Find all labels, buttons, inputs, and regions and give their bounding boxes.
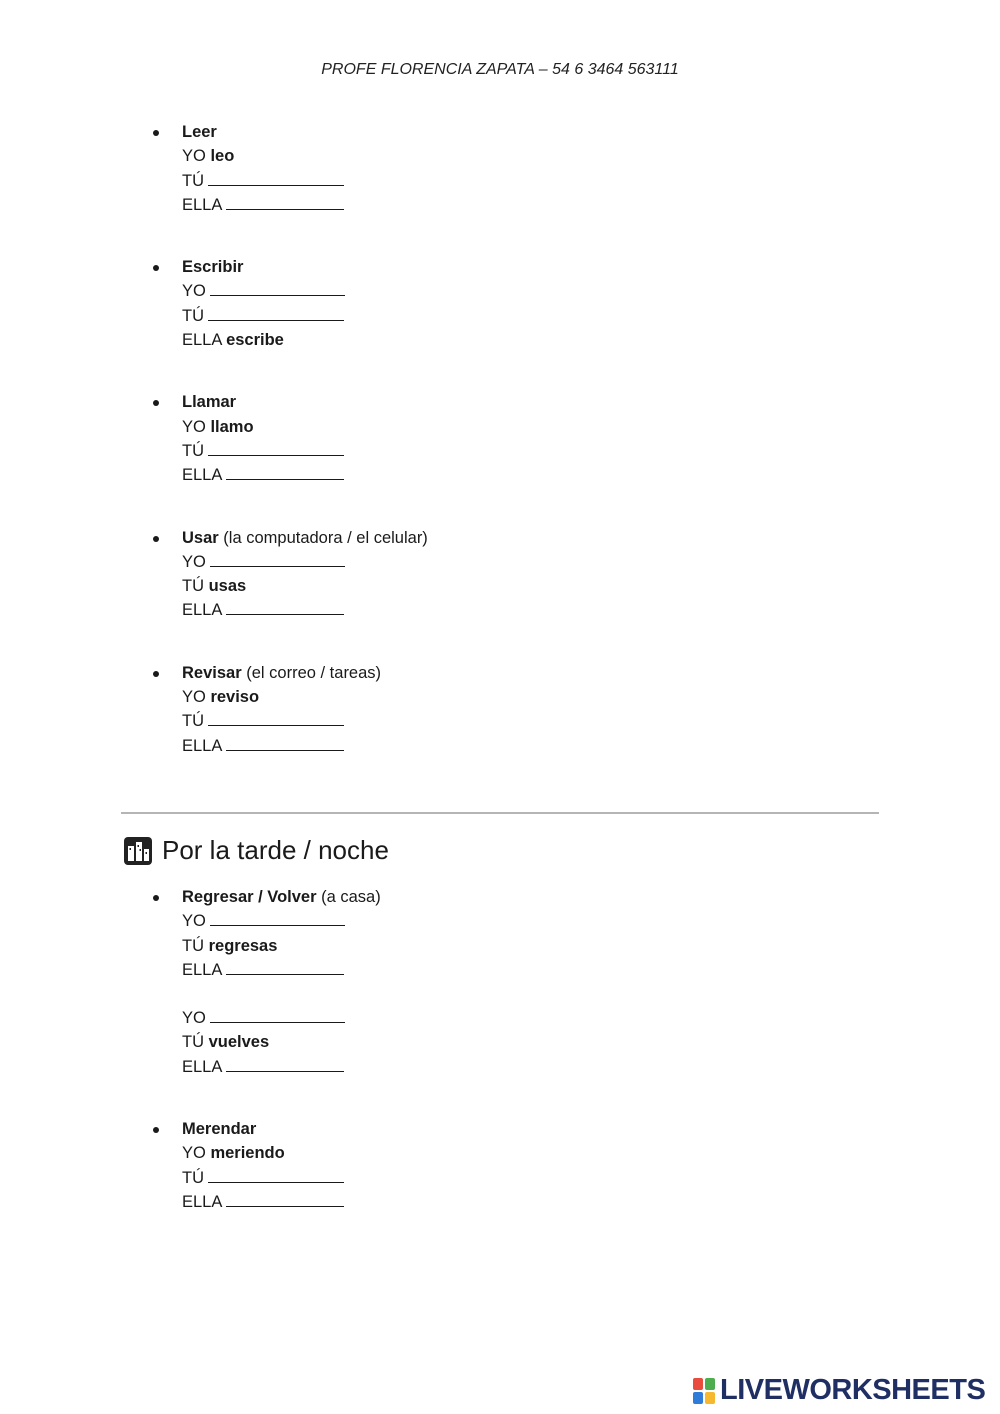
answer-blank[interactable] [226, 600, 344, 615]
conjugation-row [182, 169, 1000, 193]
verb-infinitive: Escribir [182, 258, 244, 277]
pronoun-label: ELLA [182, 601, 223, 620]
pronoun-label: ELLA [182, 960, 223, 979]
logo-text: LIVEWORKSHEETS [720, 1374, 986, 1406]
conjugation-row [182, 304, 1000, 328]
bullet-icon [153, 671, 159, 677]
pronoun-label: ELLA [182, 195, 223, 214]
conjugation-row [182, 1166, 1000, 1190]
conjugation-row [182, 685, 1000, 709]
verb-note: (a casa) [321, 888, 381, 906]
pronoun-label: TÚ [182, 1168, 204, 1187]
pronoun-label: YO [182, 1009, 206, 1028]
given-answer: meriendo [210, 1144, 285, 1163]
verb-item [182, 255, 1000, 352]
answer-blank[interactable] [208, 171, 344, 186]
conjugation-row [182, 550, 1000, 574]
answer-blank[interactable] [210, 1008, 345, 1023]
morning-verb-list [0, 120, 1000, 796]
bullet-icon [153, 895, 159, 901]
given-answer: reviso [210, 688, 260, 707]
given-answer: regresas [208, 936, 278, 955]
conjugation-row [182, 144, 1000, 168]
verb-infinitive: Usar [182, 528, 219, 547]
pronoun-label: YO [182, 688, 206, 707]
conjugation-row [182, 574, 1000, 598]
conjugation-row [182, 1141, 1000, 1165]
pronoun-label: TÚ [182, 712, 204, 731]
given-answer: usas [208, 577, 247, 596]
verb-note: (la computadora / el celular) [223, 528, 428, 547]
pronoun-label: TÚ [182, 171, 204, 190]
verb-heading [182, 120, 1000, 144]
bullet-icon [153, 1127, 159, 1133]
answer-blank[interactable] [226, 736, 344, 751]
bullet-icon [153, 400, 159, 406]
verb-note: (el correo / tareas) [246, 663, 382, 682]
conjugation-row [182, 279, 1000, 303]
verb-heading [182, 1117, 1000, 1141]
section-heading [124, 835, 389, 866]
pronoun-label: TÚ [182, 577, 204, 596]
conjugation-row [182, 1006, 1000, 1030]
given-answer: escribe [226, 331, 284, 350]
verb-infinitive: Llamar [182, 393, 237, 412]
pronoun-label: ELLA [182, 1057, 223, 1076]
verb-heading [182, 885, 1000, 909]
answer-blank[interactable] [210, 911, 345, 926]
answer-blank[interactable] [226, 195, 344, 210]
answer-blank[interactable] [210, 552, 345, 567]
conjugation-row [182, 909, 1000, 933]
verb-infinitive: Merendar [182, 1120, 257, 1139]
verb-item [182, 526, 1000, 623]
answer-blank[interactable] [208, 711, 344, 726]
given-answer: vuelves [208, 1033, 270, 1052]
evening-cityscape-icon [124, 837, 152, 865]
section-divider [121, 812, 879, 814]
pronoun-label: TÚ [182, 936, 204, 955]
logo-mark-icon [693, 1378, 715, 1404]
bullet-icon [153, 130, 159, 136]
verb-infinitive: Leer [182, 123, 217, 141]
answer-blank[interactable] [226, 960, 344, 975]
bullet-icon [153, 536, 159, 542]
verb-item [182, 885, 1000, 1079]
answer-blank[interactable] [226, 1192, 344, 1207]
conjugation-row [182, 193, 1000, 217]
pronoun-label: ELLA [182, 736, 223, 755]
conjugation-row [182, 598, 1000, 622]
evening-verb-list [0, 885, 1000, 1252]
given-answer: leo [210, 147, 235, 166]
pronoun-label: TÚ [182, 306, 204, 325]
verb-item [182, 1117, 1000, 1214]
verb-item [182, 120, 1000, 217]
liveworksheets-logo [693, 1374, 985, 1407]
pronoun-label: ELLA [182, 466, 223, 485]
conjugation-row [182, 463, 1000, 487]
pronoun-label: YO [182, 552, 206, 571]
section-title: Por la tarde / noche [162, 835, 389, 865]
given-answer: llamo [210, 417, 254, 436]
conjugation-row [182, 709, 1000, 733]
conjugation-row [182, 415, 1000, 439]
conjugation-row [182, 934, 1000, 958]
verb-infinitive: Regresar / Volver [182, 888, 317, 906]
bullet-icon [153, 265, 159, 271]
answer-blank[interactable] [226, 1057, 344, 1072]
pronoun-label: TÚ [182, 441, 204, 460]
pronoun-label: YO [182, 147, 206, 166]
verb-infinitive: Revisar [182, 663, 242, 682]
verb-item [182, 661, 1000, 758]
verb-item [182, 390, 1000, 487]
pronoun-label: YO [182, 417, 206, 436]
conjugation-row [182, 1190, 1000, 1214]
verb-heading [182, 390, 1000, 414]
verb-heading [182, 526, 1000, 550]
answer-blank[interactable] [210, 281, 345, 296]
pronoun-label: YO [182, 282, 206, 301]
pronoun-label: ELLA [182, 331, 222, 350]
conjugation-row [182, 1055, 1000, 1079]
conjugation-row [182, 1030, 1000, 1054]
verb-heading [182, 661, 1000, 685]
row-spacer [182, 982, 1000, 1006]
pronoun-label: ELLA [182, 1192, 223, 1211]
answer-blank[interactable] [208, 1168, 344, 1183]
conjugation-row [182, 439, 1000, 463]
conjugation-row [182, 958, 1000, 982]
answer-blank[interactable] [208, 306, 344, 321]
answer-blank[interactable] [226, 465, 344, 480]
answer-blank[interactable] [208, 441, 344, 456]
pronoun-label: YO [182, 1144, 206, 1163]
verb-heading [182, 255, 1000, 279]
pronoun-label: TÚ [182, 1033, 204, 1052]
page-header: PROFE FLORENCIA ZAPATA – 54 6 3464 563111 [321, 61, 679, 78]
conjugation-row [182, 734, 1000, 758]
pronoun-label: YO [182, 912, 206, 931]
conjugation-row [182, 328, 1000, 352]
